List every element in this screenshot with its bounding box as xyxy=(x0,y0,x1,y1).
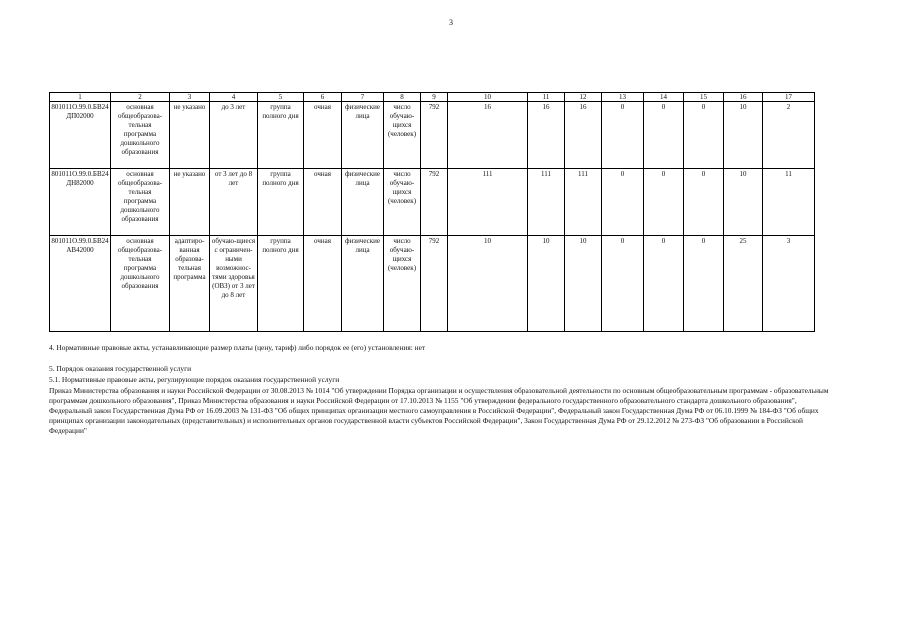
age-cell: до 3 лет xyxy=(210,102,258,169)
value-cell: 11 xyxy=(763,169,815,235)
table-row xyxy=(50,102,815,169)
category-cell: физические лица xyxy=(342,102,384,169)
section-5-1-heading: 5.1. Нормативные правовые акты, регулирующие порядок оказания государственной услуги xyxy=(49,375,340,384)
indicator-cell: число обучаю-щихся (человек) xyxy=(384,169,421,235)
program-type-cell: не указано xyxy=(170,102,210,169)
header-cell: 5 xyxy=(258,93,304,102)
category-cell: физические лица xyxy=(342,235,384,331)
header-cell: 8 xyxy=(384,93,421,102)
service-volume-table xyxy=(49,92,815,332)
value-cell: 10 xyxy=(448,235,528,331)
value-cell: 0 xyxy=(602,102,644,169)
value-cell: 3 xyxy=(763,235,815,331)
value-cell: 2 xyxy=(763,102,815,169)
header-cell: 10 xyxy=(448,93,528,102)
age-cell: от 3 лет до 8 лет xyxy=(210,169,258,235)
program-cell: основная общеобразова-тельная программа дошкольного образования xyxy=(111,235,170,331)
value-cell: 10 xyxy=(565,235,602,331)
registry-number-cell: 801011О.99.0.БВ24ДП02000 xyxy=(50,102,111,169)
value-cell: 25 xyxy=(724,235,763,331)
value-cell: 0 xyxy=(644,169,684,235)
form-cell: очная xyxy=(304,235,342,331)
header-row xyxy=(50,93,815,102)
value-cell: 0 xyxy=(684,102,724,169)
value-cell: 10 xyxy=(724,102,763,169)
header-cell: 2 xyxy=(111,93,170,102)
group-cell: группа полного дня xyxy=(258,102,304,169)
value-cell: 111 xyxy=(565,169,602,235)
header-cell: 16 xyxy=(724,93,763,102)
value-cell: 16 xyxy=(565,102,602,169)
section-5-heading: 5. Порядок оказания государственной услуги xyxy=(49,364,192,373)
header-cell: 7 xyxy=(342,93,384,102)
value-cell: 0 xyxy=(644,235,684,331)
value-cell: 16 xyxy=(528,102,565,169)
header-cell: 1 xyxy=(50,93,111,102)
header-cell: 4 xyxy=(210,93,258,102)
registry-number-cell: 801011О.99.0.БВ24АВ42000 xyxy=(50,235,111,331)
indicator-cell: число обучаю-щихся (человек) xyxy=(384,235,421,331)
group-cell: группа полного дня xyxy=(258,235,304,331)
page-number: 3 xyxy=(449,18,453,27)
okei-cell: 792 xyxy=(421,169,448,235)
form-cell: очная xyxy=(304,169,342,235)
age-cell: обучаю-щиеся с ограничен-ными возможнос-тями здоровья (ОВЗ) от 3 лет до 8 лет xyxy=(210,235,258,331)
value-cell: 0 xyxy=(602,235,644,331)
value-cell: 10 xyxy=(528,235,565,331)
header-cell: 17 xyxy=(763,93,815,102)
legal-acts-paragraph: Приказ Министерства образования и науки Российской Федерации от 30.08.2013 № 1014 "Об утверждении Порядка организации и осуществления образовательной деятельности по основным общеобразовательным программам - образовательным программам дошкольного образования", Приказ Министерства образования и науки Российской Федерации от 17.10.2013 № 1155 "Об утверждении федерального государственного образовательного стандарта дошкольного образования", Федеральный закон Государственная Дума РФ от 16.09.2003 № 131-ФЗ "Об общих принципах организации местного самоуправления в Российской Федерации", Федеральный закон Государственная Дума РФ от 06.10.1999 № 184-ФЗ "Об общих принципах организации законодательных (представительных) и исполнительных органов государственной власти субъектов Российской Федерации", Закон Государственная Дума РФ от 29.12.2012 № 273-ФЗ "Об образовании в Российской Федерации" xyxy=(49,386,829,435)
form-cell: очная xyxy=(304,102,342,169)
program-type-cell: не указано xyxy=(170,169,210,235)
value-cell: 10 xyxy=(724,169,763,235)
header-cell: 15 xyxy=(684,93,724,102)
value-cell: 111 xyxy=(448,169,528,235)
header-cell: 14 xyxy=(644,93,684,102)
value-cell: 16 xyxy=(448,102,528,169)
table-row xyxy=(50,169,815,235)
value-cell: 0 xyxy=(684,235,724,331)
header-cell: 12 xyxy=(565,93,602,102)
value-cell: 0 xyxy=(644,102,684,169)
section-4-fees: 4. Нормативные правовые акты, устанавливающие размер платы (цену, тариф) либо порядок ее (его) установления: нет xyxy=(49,343,426,352)
table-row xyxy=(50,235,815,331)
header-cell: 13 xyxy=(602,93,644,102)
value-cell: 0 xyxy=(602,169,644,235)
group-cell: группа полного дня xyxy=(258,169,304,235)
header-cell: 9 xyxy=(421,93,448,102)
registry-number-cell: 801011О.99.0.БВ24ДН82000 xyxy=(50,169,111,235)
header-cell: 3 xyxy=(170,93,210,102)
program-cell: основная общеобразова-тельная программа дошкольного образования xyxy=(111,102,170,169)
indicator-cell: число обучаю-щихся (человек) xyxy=(384,102,421,169)
program-cell: основная общеобразова-тельная программа дошкольного образования xyxy=(111,169,170,235)
header-cell: 11 xyxy=(528,93,565,102)
okei-cell: 792 xyxy=(421,235,448,331)
value-cell: 0 xyxy=(684,169,724,235)
category-cell: физические лица xyxy=(342,169,384,235)
okei-cell: 792 xyxy=(421,102,448,169)
header-cell: 6 xyxy=(304,93,342,102)
value-cell: 111 xyxy=(528,169,565,235)
program-type-cell: адаптиро-ванная образова-тельная программа xyxy=(170,235,210,331)
